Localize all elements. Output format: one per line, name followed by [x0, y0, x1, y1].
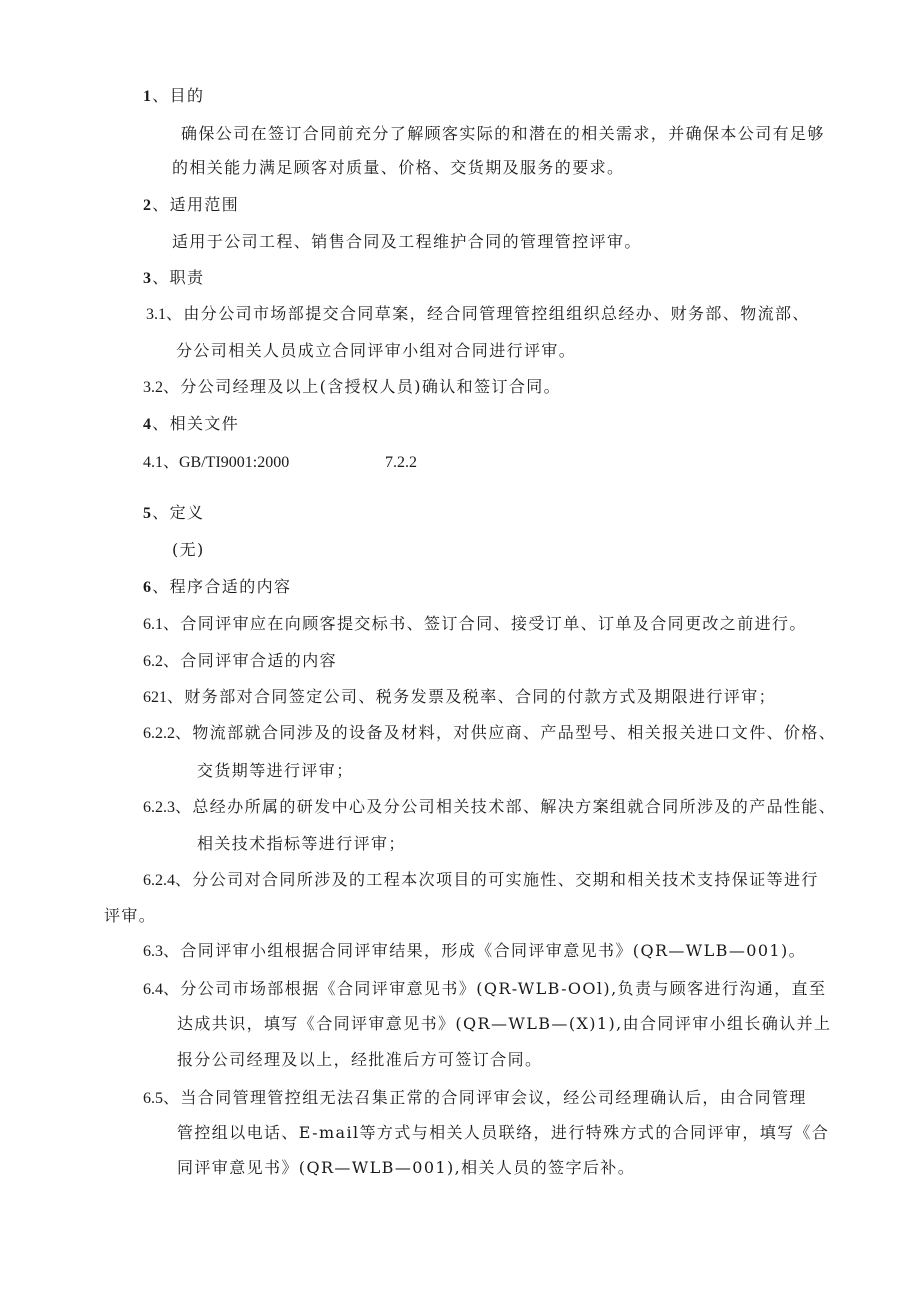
section-title: 、程序合适的内容	[152, 577, 292, 596]
list-item-6-2-4	[143, 869, 819, 892]
item-text: 、合同评审小组根据合同评审结果，形成《合同评审意见书》(QR—WLB—001)。	[163, 941, 807, 960]
list-item-6-5	[143, 1087, 807, 1110]
section-3-heading	[143, 267, 204, 290]
item-text: 、分公司对合同所涉及的工程本次项目的可实施性、交期和相关技术支持保证等进行	[175, 870, 819, 889]
section-number: 1	[143, 88, 153, 105]
paragraph-line: 适用于公司工程、销售合同及工程维护合同的管理管控评审。	[172, 232, 642, 251]
paragraph-line: 同评审意见书》(QR—WLB—001),相关人员的签字后补。	[177, 1158, 636, 1177]
item-text: 、财务部对合同签定公司、税务发票及税率、合同的付款方式及期限进行评审；	[167, 687, 777, 706]
item-text: 、由分公司市场部提交合同草案，经合同管理管控组组织总经办、财务部、物流部、	[166, 304, 810, 323]
section-number: 6	[143, 579, 153, 596]
list-item-6-3	[143, 940, 806, 963]
section-title: 、相关文件	[152, 414, 240, 433]
list-item-3-2	[143, 376, 561, 399]
item-text: 、物流部就合同涉及的设备及材料，对供应商、产品型号、相关报关进口文件、价格、	[175, 723, 837, 742]
list-item-6-2	[143, 650, 337, 673]
section-5-heading	[143, 502, 204, 525]
list-item-6-2-1	[143, 686, 776, 709]
item-number: 6.2.3	[143, 799, 175, 816]
list-item-6-4	[143, 978, 826, 1001]
item-text: 、分公司市场部根据《合同评审意见书》(QR-WLB-OOl),负责与顾客进行沟通，直至	[163, 979, 827, 998]
item-number: 3.1	[146, 306, 166, 323]
item-number: 6.2	[143, 653, 163, 670]
section-number: 4	[143, 416, 153, 433]
section-2-heading	[143, 194, 239, 217]
paragraph-line: 报分公司经理及以上，经批准后方可签订合同。	[177, 1050, 543, 1069]
list-item-6-1	[143, 613, 807, 636]
paragraph-line: 确保公司在签订合同前充分了解顾客实际的和潜在的相关需求，并确保本公司有足够	[181, 124, 825, 143]
paragraph-line: 交货期等进行评审；	[197, 761, 354, 780]
item-text: 、合同评审合适的内容	[163, 651, 338, 670]
clause-reference: 7.2.2	[385, 454, 417, 471]
section-number: 3	[143, 270, 153, 287]
paragraph-line: 达成共识，填写《合同评审意见书》(QR—WLB—(X)1),由合同评审小组长确认并上	[177, 1014, 832, 1033]
item-number: 621	[143, 689, 167, 706]
section-1-heading	[143, 85, 204, 108]
item-number: 6.4	[143, 981, 163, 998]
item-text: 、合同评审应在向顾客提交标书、签订合同、接受订单、订单及合同更改之前进行。	[163, 614, 807, 633]
item-number: 3.2	[143, 379, 163, 396]
item-text: 、GB/TI9001:2000	[163, 454, 290, 471]
list-item-4-1	[143, 452, 289, 474]
section-title: 、定义	[152, 503, 205, 522]
list-item-6-2-3	[143, 796, 836, 819]
item-number: 6.2.2	[143, 725, 175, 742]
section-title: 、职责	[152, 268, 205, 287]
item-number: 6.3	[143, 943, 163, 960]
paragraph-line: 管控组以电话、E-mail等方式与相关人员联络，进行特殊方式的合同评审，填写《合	[177, 1123, 830, 1142]
item-number: 6.1	[143, 616, 163, 633]
section-4-heading	[143, 413, 239, 436]
section-number: 5	[143, 505, 153, 522]
paragraph-line: 评审。	[104, 906, 157, 925]
item-number: 4.1	[143, 454, 163, 471]
section-6-heading	[143, 576, 291, 599]
section-title: 、目的	[152, 86, 205, 105]
list-item-6-2-2	[143, 722, 836, 745]
paragraph-line: 的相关能力满足顾客对质量、价格、交货期及服务的要求。	[172, 158, 625, 177]
section-number: 2	[143, 197, 153, 214]
item-number: 6.5	[143, 1090, 163, 1107]
section-title: 、适用范围	[152, 195, 240, 214]
item-number: 6.2.4	[143, 872, 175, 889]
paragraph-line: 分公司相关人员成立合同评审小组对合同进行评审。	[176, 341, 577, 360]
item-text: 、当合同管理管控组无法召集正常的合同评审会议，经公司经理确认后，由合同管理	[163, 1088, 807, 1107]
item-text: 、分公司经理及以上(含授权人员)确认和签订合同。	[163, 377, 562, 396]
paragraph-line: 相关技术指标等进行评审；	[197, 834, 406, 853]
paragraph-line: (无)	[172, 540, 205, 559]
item-text: 、总经办所属的研发中心及分公司相关技术部、解决方案组就合同所涉及的产品性能、	[175, 797, 837, 816]
list-item-3-1	[146, 303, 810, 326]
